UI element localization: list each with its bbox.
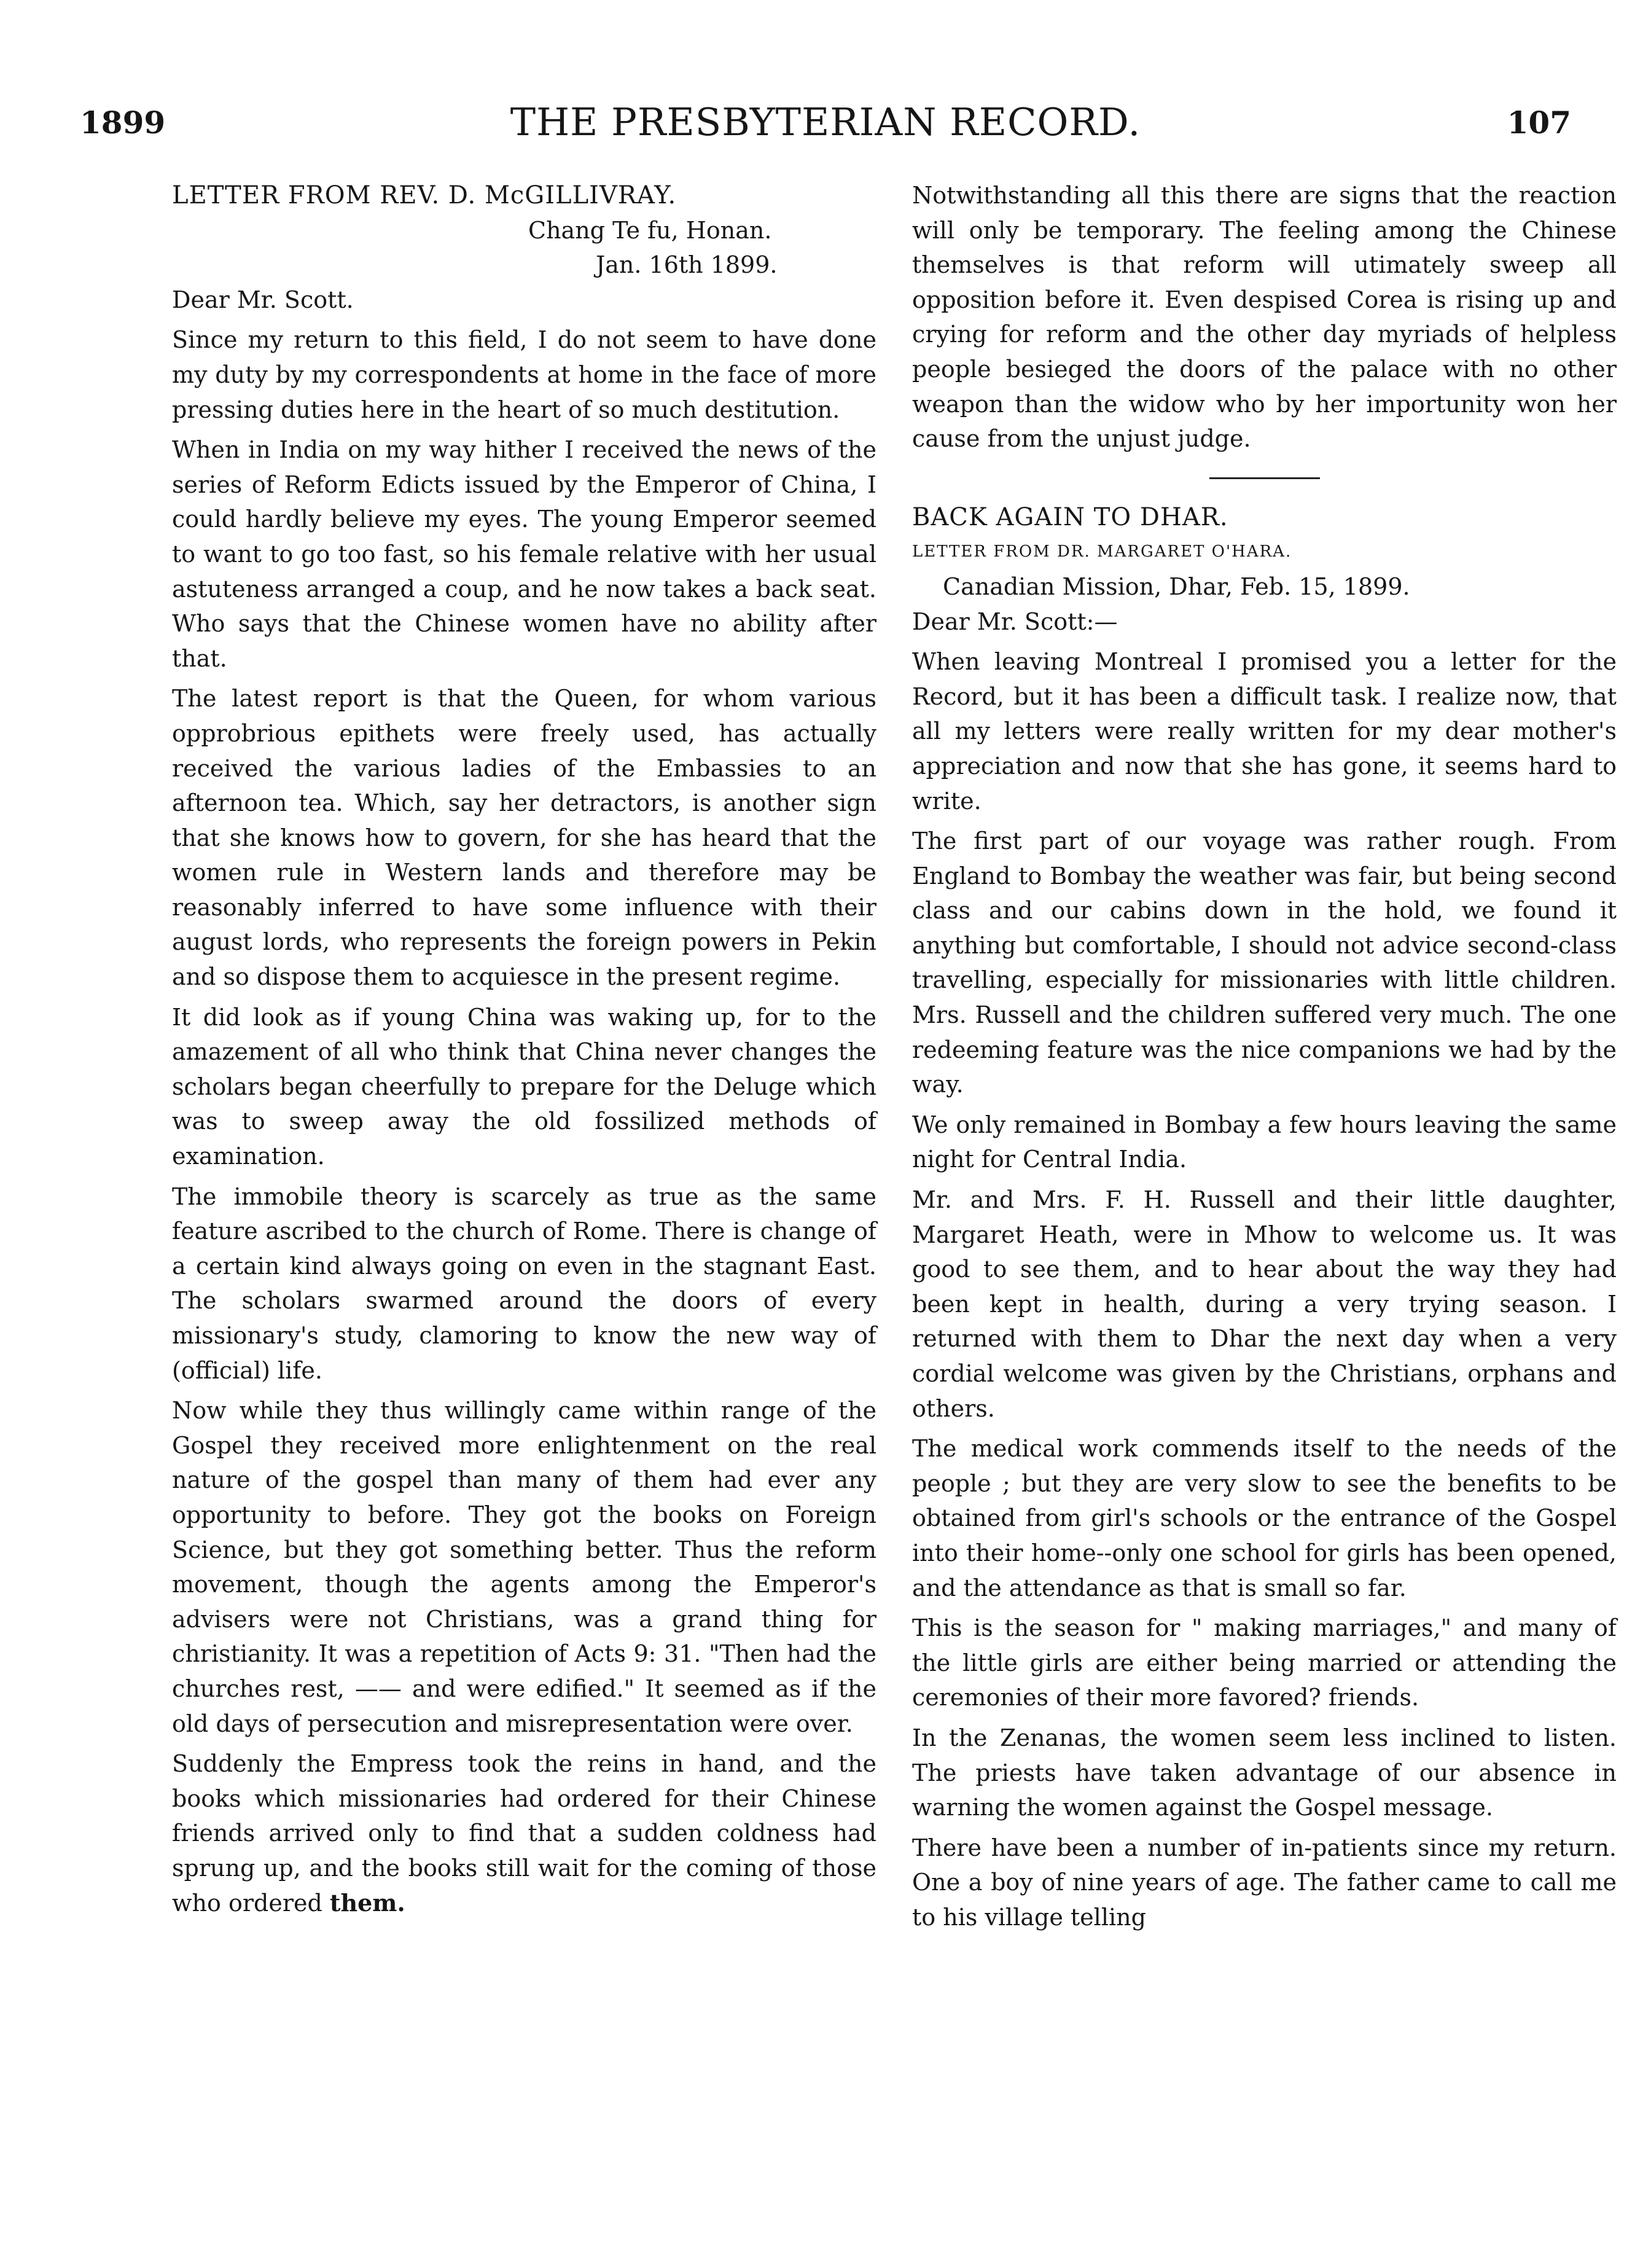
paragraph: The first part of our voyage was rather rough. From England to Bombay the weather was fair, but being second class and our cabins down in the hold, we found it anything but comfortable, I should not advice second-class travelling, especially for missionaries with little children. Mrs. Russell and the children suffered very much. The one redeeming feature was the nice companions we had by the way. bbox=[912, 827, 1617, 1098]
paragraph: There have been a number of in-patients since my return. One a boy of nine years of age. The father came to call me to his village telling bbox=[912, 1834, 1617, 1931]
letter-place: Chang Te fu, Honan. bbox=[528, 216, 772, 244]
letter-salutation: Dear Mr. Scott:— bbox=[912, 608, 1118, 635]
paragraph: Now while they thus willingly came within range of the Gospel they received more enlightenment on the real nature of the gospel than many of them had ever any opportunity to before. They got the books on Foreign Science, but they got something better. Thus the reform movement, though the agents among the Emperor's advisers were not Christians, was a grand thing for christianity. It was a repetition of Acts 9: 31. "Then had the churches rest, —— and were edified." It seemed as if the old days of persecution and misrepresentation were over. bbox=[172, 1397, 876, 1737]
running-head bbox=[80, 100, 1571, 160]
paragraph: The medical work commends itself to the needs of the people ; but they are very slow to see the benefits to be obtained from girl's schools or the entrance of the Gospel into their home--only one school for girls has been opened, and the attendance as that is small so far. bbox=[912, 1435, 1617, 1601]
paragraph: The immobile theory is scarcely as true as the same feature ascribed to the church of Rome. There is change of a certain kind always going on even in the stagnant East. The scholars swarmed around the doors of every missionary's study, clamoring to know the new way of (official) life. bbox=[172, 1183, 876, 1384]
paragraph-text: Suddenly the Empress took the reins in hand, and the books which missionaries had ordered for their Chinese friends arrived only to find that a sudden coldness had sprung up, and the books still wait for the coming of those who ordered bbox=[172, 1750, 876, 1917]
paragraph-continued: Notwithstanding all this there are signs that the reaction will only be temporary. The feeling among the Chinese themselves is that reform will utimately sweep all opposition before it. Even despised Corea is rising up and crying for reform and the other day myriads of helpless people besieged the doors of the palace with no other weapon than the widow who by her importunity won her cause from the unjust judge. bbox=[912, 182, 1617, 453]
journal-title: THE PRESBYTERIAN RECORD. bbox=[510, 100, 1141, 144]
header-year: 1899 bbox=[80, 104, 166, 141]
letter-subheading-ohara: LETTER FROM DR. MARGARET O'HARA. bbox=[912, 542, 1292, 561]
letter-dateline: Canadian Mission, Dhar, Feb. 15, 1899. bbox=[943, 573, 1410, 600]
paragraph: The latest report is that the Queen, for whom various opprobrious epithets were freely used, has actually received the various ladies of the Embassies to an afternoon tea. Which, say her detractors, is another sign that she knows how to govern, for she has heard that the women rule in Western lands and therefore may be reasonably inferred to have some influence with their august lords, who represents the foreign powers in Pekin and so dispose them to acquiesce in the present regime. bbox=[172, 685, 876, 991]
paragraph: Since my return to this field, I do not seem to have done my duty by my correspondents at home in the face of more pressing duties here in the heart of so much destitution. bbox=[172, 326, 876, 423]
letter-salutation: Dear Mr. Scott. bbox=[172, 286, 354, 313]
section-divider bbox=[1209, 477, 1320, 479]
paragraph: This is the season for " making marriages," and many of the little girls are either being married or attending the ceremonies of their more favored? friends. bbox=[912, 1614, 1617, 1711]
final-word: them. bbox=[329, 1888, 405, 1917]
article-heading-dhar: BACK AGAIN TO DHAR. bbox=[912, 502, 1228, 531]
paragraph: In the Zenanas, the women seem less inclined to listen. The priests have taken advantage of our absence in warning the women against the Gospel message. bbox=[912, 1724, 1617, 1821]
paragraph: It did look as if young China was waking up, for to the amazement of all who think that China never changes the scholars began cheerfully to prepare for the Deluge which was to sweep away the old fossilized methods of examination. bbox=[172, 1003, 876, 1170]
paragraph: When leaving Montreal I promised you a letter for the Record, but it has been a difficult task. I realize now, that all my letters were really written for my dear mother's appreciation and now that she has gone, it seems hard to write. bbox=[912, 648, 1617, 815]
paragraph: We only remained in Bombay a few hours leaving the same night for Central India. bbox=[912, 1111, 1617, 1173]
paragraph: When in India on my way hither I received the news of the series of Reform Edicts issued by the Emperor of China, I could hardly believe my eyes. The young Emperor seemed to want to go too fast, so his female relative with her usual astuteness arranged a coup, and he now takes a back seat. Who says that the Chinese women have no ability after that. bbox=[172, 436, 876, 672]
left-column bbox=[172, 178, 876, 1920]
right-column bbox=[912, 178, 1617, 1935]
letter-heading-mcgillivray: LETTER FROM REV. D. McGILLIVRAY. bbox=[172, 181, 677, 209]
paragraph-last bbox=[172, 1746, 876, 1920]
paragraph: Mr. and Mrs. F. H. Russell and their little daughter, Margaret Heath, were in Mhow to welcome us. It was good to see them, and to hear about the way they had been kept in health, during a very trying season. I returned with them to Dhar the next day when a very cordial welcome was given by the Christians, orphans and others. bbox=[912, 1186, 1617, 1422]
page-number: 107 bbox=[1507, 104, 1571, 141]
letter-date: Jan. 16th 1899. bbox=[596, 251, 778, 279]
